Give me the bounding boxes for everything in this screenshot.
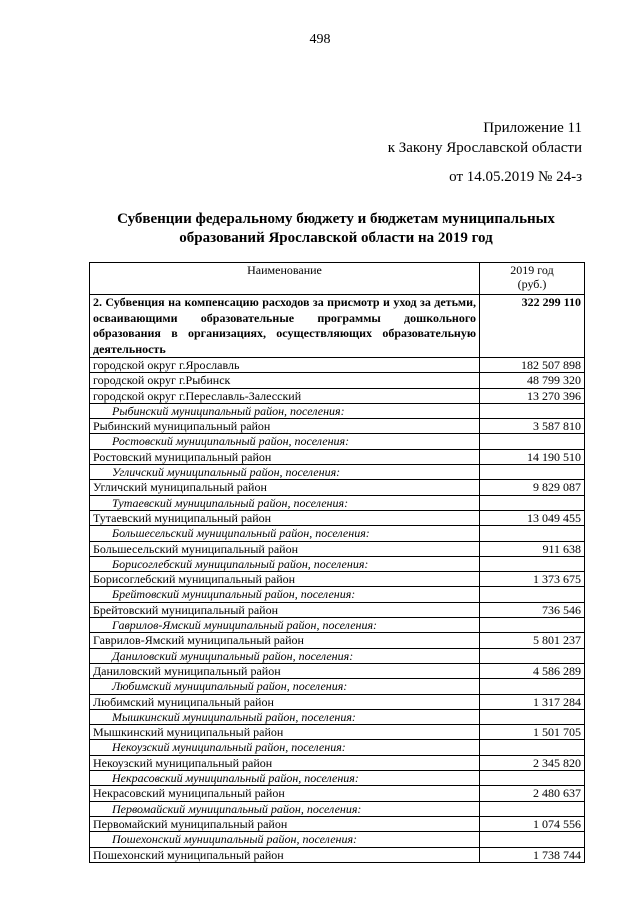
subsidy-table (89, 262, 585, 863)
municipality-name: Любимский муниципальный район (90, 694, 480, 709)
municipality-name: Большесельский муниципальный район (90, 541, 480, 556)
table-row (90, 694, 585, 709)
subheading-label: Гаврилов-Ямский муниципальный район, поселения: (90, 618, 480, 633)
amount-cell: 2 345 820 (480, 755, 585, 770)
municipality-name: Брейтовский муниципальный район (90, 602, 480, 617)
table-row (90, 816, 585, 831)
empty-amount-cell (480, 556, 585, 571)
subheading-row (90, 465, 585, 480)
table-row (90, 510, 585, 525)
amount-cell: 13 049 455 (480, 510, 585, 525)
appendix-title: Приложение 11 (483, 120, 582, 136)
municipality-name: городской округ г.Рыбинск (90, 373, 480, 388)
municipality-name: городской округ г.Ярославль (90, 358, 480, 373)
subheading-row (90, 434, 585, 449)
subheading-row (90, 801, 585, 816)
amount-cell: 2 480 637 (480, 786, 585, 801)
table-row (90, 358, 585, 373)
table-row (90, 541, 585, 556)
subheading-label: Первомайский муниципальный район, поселения: (90, 801, 480, 816)
amount-cell: 736 546 (480, 602, 585, 617)
subheading-label: Борисоглебский муниципальный район, поселения: (90, 556, 480, 571)
municipality-name: Ростовский муниципальный район (90, 449, 480, 464)
amount-cell: 4 586 289 (480, 663, 585, 678)
empty-amount-cell (480, 495, 585, 510)
empty-amount-cell (480, 740, 585, 755)
empty-amount-cell (480, 709, 585, 724)
amount-cell: 1 317 284 (480, 694, 585, 709)
empty-amount-cell (480, 403, 585, 418)
subheading-row (90, 403, 585, 418)
subheading-row (90, 587, 585, 602)
municipality-name: Пошехонский муниципальный район (90, 847, 480, 862)
subheading-row (90, 618, 585, 633)
section-title: 2. Субвенция на компенсацию расходов за присмотр и уход за детьми, осваивающими образовательные программы дошкольного образования в организациях, осуществляющих образовательную деятельность (90, 295, 480, 358)
appendix-law-reference: к Закону Ярославской области (387, 140, 582, 156)
table-row (90, 725, 585, 740)
table-row (90, 786, 585, 801)
subheading-label: Любимский муниципальный район, поселения: (90, 679, 480, 694)
amount-cell: 1 373 675 (480, 572, 585, 587)
municipality-name: Первомайский муниципальный район (90, 816, 480, 831)
subheading-label: Некоузский муниципальный район, поселения: (90, 740, 480, 755)
subheading-label: Угличский муниципальный район, поселения: (90, 465, 480, 480)
amount-cell: 3 587 810 (480, 419, 585, 434)
table-row (90, 419, 585, 434)
document-title: Субвенции федеральному бюджету и бюджетам муниципальных образований Ярославской области на 2019 год (117, 211, 555, 246)
subheading-row (90, 648, 585, 663)
table-row (90, 663, 585, 678)
municipality-name: Угличский муниципальный район (90, 480, 480, 495)
empty-amount-cell (480, 618, 585, 633)
empty-amount-cell (480, 587, 585, 602)
municipality-name: Мышкинский муниципальный район (90, 725, 480, 740)
section-row (90, 295, 585, 358)
empty-amount-cell (480, 434, 585, 449)
subheading-row (90, 771, 585, 786)
subheading-row (90, 526, 585, 541)
municipality-name: Некрасовский муниципальный район (90, 786, 480, 801)
empty-amount-cell (480, 648, 585, 663)
table-row (90, 388, 585, 403)
column-header-name: Наименование (90, 263, 480, 295)
appendix-law-date: от 14.05.2019 № 24-з (449, 169, 582, 185)
subheading-label: Мышкинский муниципальный район, поселения: (90, 709, 480, 724)
subheading-row (90, 679, 585, 694)
municipality-name: Некоузский муниципальный район (90, 755, 480, 770)
municipality-name: Борисоглебский муниципальный район (90, 572, 480, 587)
table-header-row (90, 263, 585, 295)
subheading-label: Большесельский муниципальный район, поселения: (90, 526, 480, 541)
empty-amount-cell (480, 679, 585, 694)
amount-cell: 5 801 237 (480, 633, 585, 648)
amount-cell: 1 074 556 (480, 816, 585, 831)
amount-cell: 911 638 (480, 541, 585, 556)
table-row (90, 449, 585, 464)
subheading-label: Некрасовский муниципальный район, поселения: (90, 771, 480, 786)
table-row (90, 572, 585, 587)
column-header-year-label: 2019 год (510, 263, 554, 277)
municipality-name: Рыбинский муниципальный район (90, 419, 480, 434)
subheading-label: Ростовский муниципальный район, поселения: (90, 434, 480, 449)
amount-cell: 14 190 510 (480, 449, 585, 464)
section-amount: 322 299 110 (480, 295, 585, 358)
municipality-name: Даниловский муниципальный район (90, 663, 480, 678)
column-header-year (480, 263, 585, 295)
amount-cell: 48 799 320 (480, 373, 585, 388)
table-row (90, 633, 585, 648)
empty-amount-cell (480, 465, 585, 480)
table-row (90, 373, 585, 388)
municipality-name: городской округ г.Переславль-Залесский (90, 388, 480, 403)
page-number: 498 (309, 32, 331, 47)
table-row (90, 602, 585, 617)
subheading-label: Пошехонский муниципальный район, поселения: (90, 832, 480, 847)
subheading-row (90, 832, 585, 847)
subheading-label: Брейтовский муниципальный район, поселения: (90, 587, 480, 602)
municipality-name: Тутаевский муниципальный район (90, 510, 480, 525)
empty-amount-cell (480, 801, 585, 816)
amount-cell: 1 738 744 (480, 847, 585, 862)
subheading-label: Даниловский муниципальный район, поселения: (90, 648, 480, 663)
amount-cell: 13 270 396 (480, 388, 585, 403)
empty-amount-cell (480, 832, 585, 847)
table-row (90, 480, 585, 495)
empty-amount-cell (480, 771, 585, 786)
empty-amount-cell (480, 526, 585, 541)
column-header-unit: (руб.) (517, 277, 547, 291)
table-row (90, 755, 585, 770)
subheading-row (90, 709, 585, 724)
subheading-row (90, 740, 585, 755)
subheading-row (90, 495, 585, 510)
subheading-label: Рыбинский муниципальный район, поселения: (90, 403, 480, 418)
table-body (90, 295, 585, 863)
subheading-label: Тутаевский муниципальный район, поселения: (90, 495, 480, 510)
subheading-row (90, 556, 585, 571)
table-row (90, 847, 585, 862)
amount-cell: 182 507 898 (480, 358, 585, 373)
amount-cell: 1 501 705 (480, 725, 585, 740)
municipality-name: Гаврилов-Ямский муниципальный район (90, 633, 480, 648)
amount-cell: 9 829 087 (480, 480, 585, 495)
